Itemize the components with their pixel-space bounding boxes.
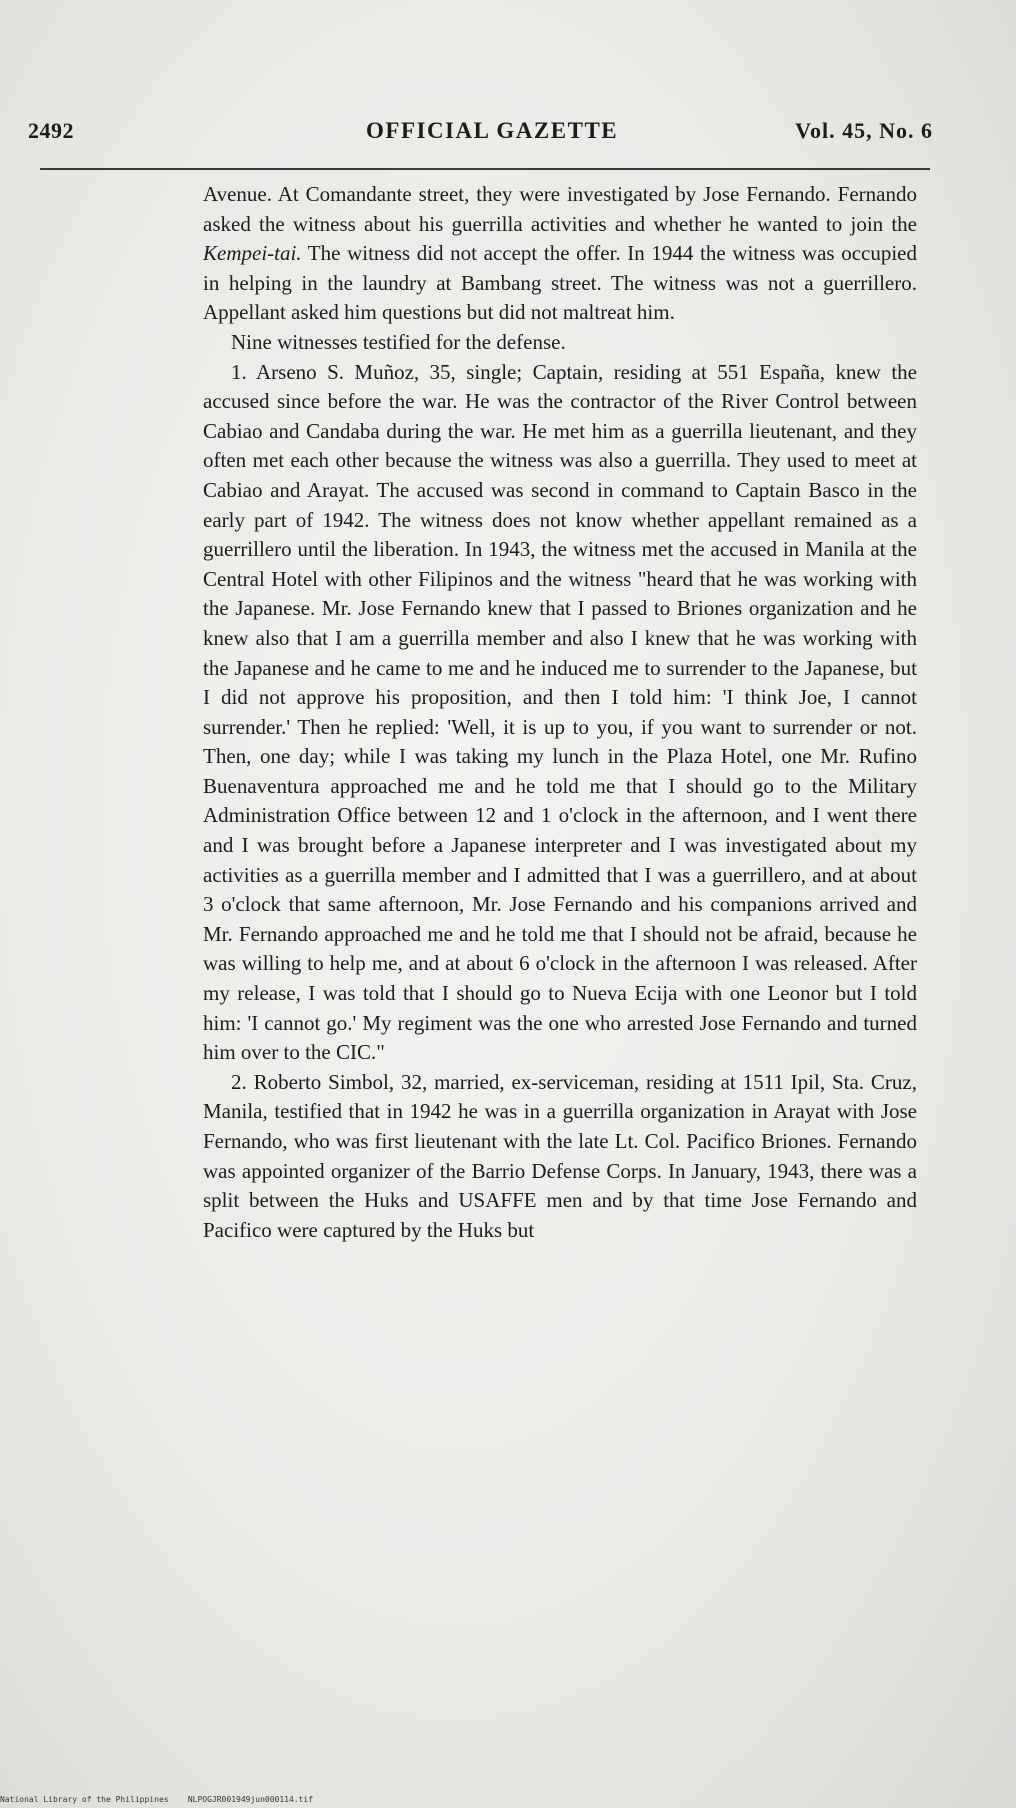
page-header xyxy=(28,118,933,154)
page-number: 2492 xyxy=(28,118,74,143)
header-rule xyxy=(40,168,930,170)
scan-source-footer: National Library of the Philippines NLPOGJR001949jun000114.tif xyxy=(0,1795,314,1804)
paragraph-1-text-b: The witness did not accept the offer. In 1944 the witness was occupied in helping in the laundry at Bambang street. The witness was not a guerrillero. Appellant asked him questions but did not maltreat him. xyxy=(203,241,917,325)
volume-info: Vol. 45, No. 6 xyxy=(795,118,933,143)
journal-title: OFFICIAL GAZETTE xyxy=(366,118,619,143)
paragraph-2: Nine witnesses testified for the defense. xyxy=(231,329,566,354)
paragraph-4: 2. Roberto Simbol, 32, married, ex-serviceman, residing at 1511 Ipil, Sta. Cruz, Manila, testified that in 1942 he was in a guerrilla organization in Arayat with Jose Fernando, who was first lieutenant with the late Lt. Col. Pacifico Briones. Fernando was appointed organizer of the Barrio Defense Corps. In January, 1943, there was a split between the Huks and USAFFE men and by that time Jose Fernando and Pacifico were captured by the Huks but xyxy=(203,1069,917,1242)
paragraph-1 xyxy=(203,180,917,328)
body-text xyxy=(203,180,917,1245)
paragraph-1-italic: Kempei-tai. xyxy=(203,241,302,266)
paragraph-1-text-a: Avenue. At Comandante street, they were investigated by Jose Fernando. Fernando asked the witness about his guerrilla activities and whether he wanted to join the xyxy=(203,182,917,236)
paragraph-3: 1. Arseno S. Muñoz, 35, single; Captain, residing at 551 España, knew the accused since before the war. He was the contractor of the River Control between Cabiao and Candaba during the war. He met him as a guerrilla lieutenant, and they often met each other because the witness was also a guerrilla. They used to meet at Cabiao and Arayat. The accused was second in command to Captain Basco in the early part of 1942. The witness does not know whether appellant remained as a guerrillero until the liberation. In 1943, the witness met the accused in Manila at the Central Hotel with other Filipinos and the witness "heard that he was working with the Japanese. Mr. Jose Fernando knew that I passed to Briones organization and he knew also that I am a guerrilla member and also I knew that he was working with the Japanese and he came to me and he induced me to surrender to the Japanese, but I did not approve his proposition, and then I told him: 'I think Joe, I cannot surrender.' Then he replied: 'Well, it is up to you, if you want to surrender or not. Then, one day; while I was taking my lunch in the Plaza Hotel, one Mr. Rufino Buenaventura approached me and he told me that I should go to the Military Administration Office between 12 and 1 o'clock in the afternoon, and I went there and I was brought before a Japanese interpreter and I was investigated about my activities as a guerrilla member and I admitted that I was a guerrillero, and at about 3 o'clock that same afternoon, Mr. Jose Fernando and his companions arrived and Mr. Fernando approached me and he told me that I should not be afraid, because he was willing to help me, and at about 6 o'clock in the afternoon I was released. After my release, I was told that I should go to Nueva Ecija with one Leonor but I told him: 'I cannot go.' My regiment was the one who arrested Jose Fernando and turned him over to the CIC." xyxy=(203,359,917,1065)
